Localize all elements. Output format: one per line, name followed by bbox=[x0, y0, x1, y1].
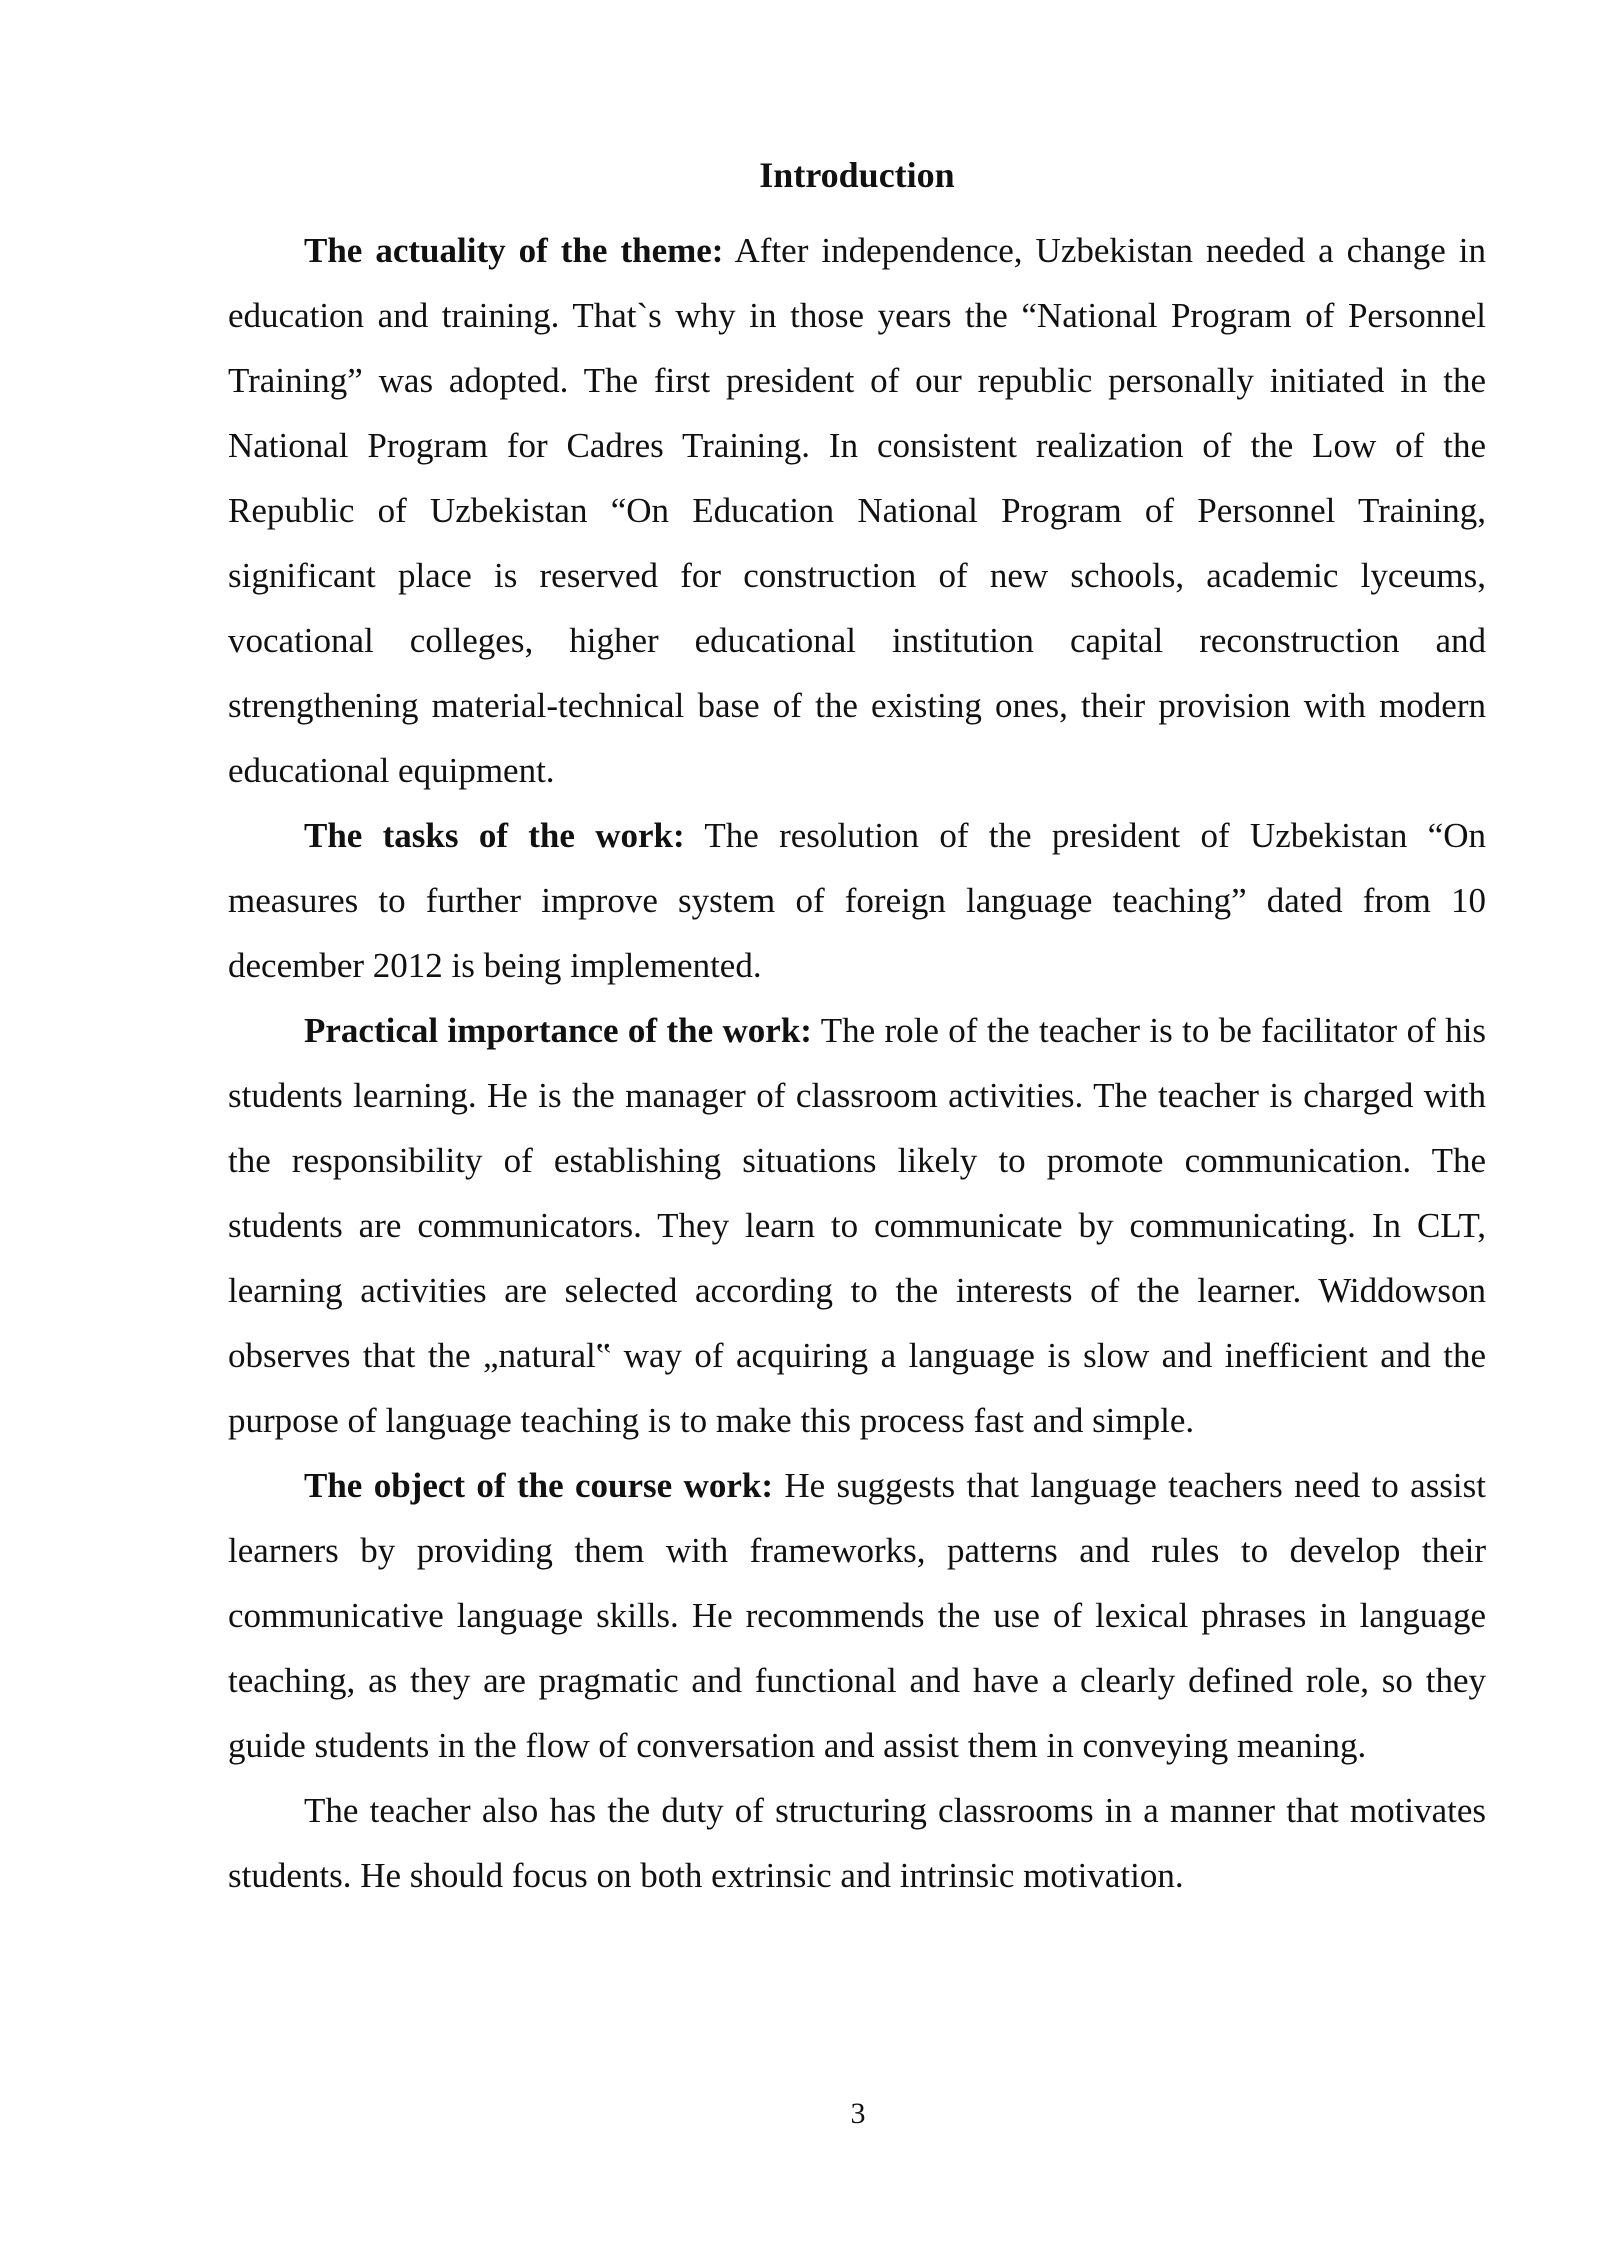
paragraph-text: The teacher also has the duty of structuring classrooms in a manner that motivates students. He should focus on both extrinsic and intrinsic motivation. bbox=[228, 1791, 1486, 1895]
paragraph-tasks bbox=[228, 803, 1486, 998]
paragraph-text: The resolution of the president of Uzbekistan “On measures to further improve system of foreign language teaching” dated from 10 december 2012 is being implemented. bbox=[228, 816, 1486, 985]
paragraph-object bbox=[228, 1453, 1486, 1778]
paragraph-actuality bbox=[228, 218, 1486, 803]
paragraph-text: He suggests that language teachers need to assist learners by providing them with frameworks, patterns and rules to develop their communicative language skills. He recommends the use of lexical phrases in language teaching, as they are pragmatic and functional and have a clearly defined role, so they guide students in the flow of conversation and assist them in conveying meaning. bbox=[228, 1466, 1486, 1765]
paragraph-text: After independence, Uzbekistan needed a change in education and training. That`s why in those years the “National Program of Personnel Training” was adopted. The first president of our republic personally initiated in the National Program for Cadres Training. In consistent realization of the Low of the Republic of Uzbekistan “On Education National Program of Personnel Training, significant place is reserved for construction of new schools, academic lyceums, vocational colleges, higher educational institution capital reconstruction and strengthening material-technical base of the existing ones, their provision with modern educational equipment. bbox=[228, 231, 1486, 790]
paragraph-lead: Practical importance of the work: bbox=[304, 1011, 812, 1050]
paragraph-lead: The object of the course work: bbox=[304, 1466, 773, 1505]
page-title: Introduction bbox=[759, 155, 955, 195]
document-page bbox=[228, 150, 1486, 1908]
page-number: 3 bbox=[850, 2097, 866, 2130]
paragraph-practical-importance bbox=[228, 998, 1486, 1453]
paragraph-teacher-duty bbox=[228, 1778, 1486, 1908]
paragraph-text: The role of the teacher is to be facilitator of his students learning. He is the manager of classroom activities. The teacher is charged with the responsibility of establishing situations likely to promote communication. The students are communicators. They learn to communicate by communicating. In CLT, learning activities are selected according to the interests of the learner. Widdowson observes that the „natural‟ way of acquiring a language is slow and inefficient and the purpose of language teaching is to make this process fast and simple. bbox=[228, 1011, 1486, 1440]
paragraph-lead: The actuality of the theme: bbox=[304, 231, 724, 270]
paragraph-lead: The tasks of the work: bbox=[304, 816, 685, 855]
